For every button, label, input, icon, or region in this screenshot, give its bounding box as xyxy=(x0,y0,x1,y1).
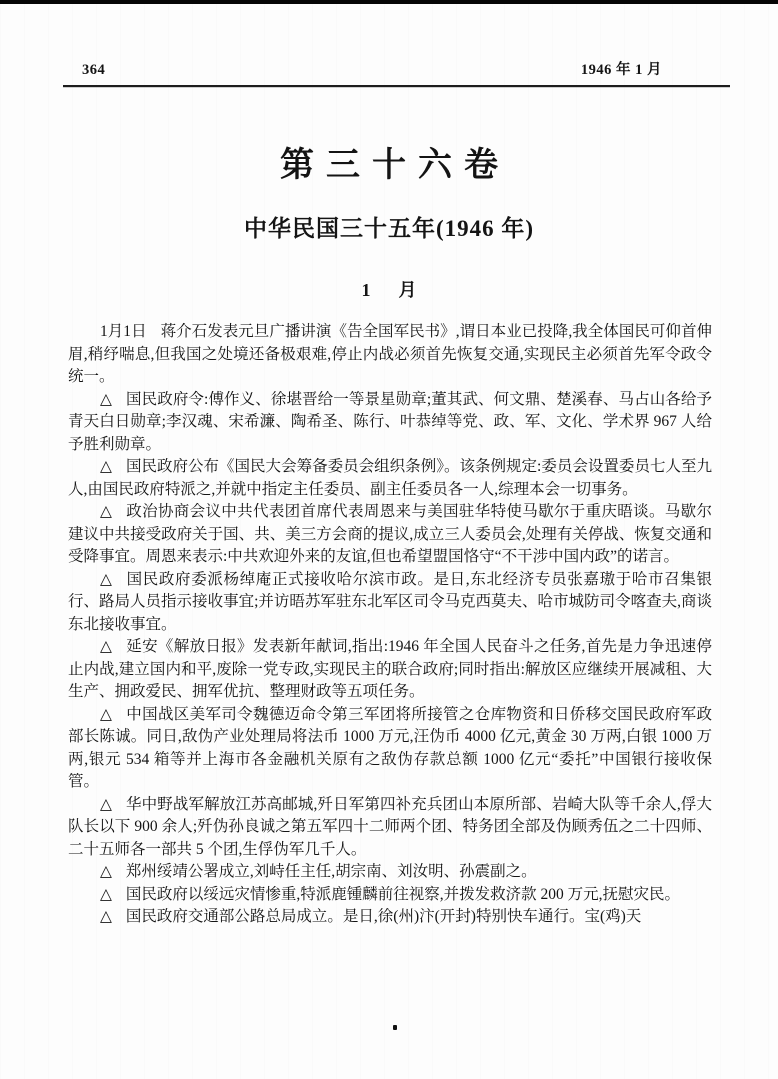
month-unit: 月 xyxy=(398,280,417,300)
chronicle-entry xyxy=(68,321,712,389)
entry-text: 延安《解放日报》发表新年献词,指出:1946 年全国人民奋斗之任务,首先是力争迅速停止内战,建立国内和平,废除一党专政,实现民主的联合政府;同时指出:解放区应继续开展减租、大生产、拥政爱民、拥军优抗、整理财政等五项任务。 xyxy=(68,638,712,700)
entry-text: 国民政府公布《国民大会筹备委员会组织条例》。该条例规定:委员会设置委员七人至九人,由国民政府特派之,并就中指定主任委员、副主任委员各一人,综理本会一切事务。 xyxy=(68,458,712,498)
chronicle-entry xyxy=(68,456,712,501)
chronicle-entry xyxy=(68,501,712,569)
running-head xyxy=(82,58,662,79)
entry-triangle-marker: △ xyxy=(100,863,112,880)
entry-text: 蒋介石发表元旦广播讲演《告全国军民书》,谓日本业已投降,我全体国民可仰首伸眉,稍纾喘息,但我国之处境还备极艰难,停止内战必须首先恢复交通,实现民主必须首先军令政令统一。 xyxy=(68,323,712,385)
entry-text: 华中野战军解放江苏高邮城,歼日军第四补充兵团山本原所部、岩崎大队等千余人,俘大队长以下 900 余人;歼伪孙良诚之第五军四十二师两个团、特务团全部及伪顾秀伍之二十四师、二十五师各一部共 5 个团,生俘伪军几千人。 xyxy=(68,795,712,858)
entry-text: 国民政府以绥远灾情惨重,特派鹿锺麟前往视察,并拨发救济款 200 万元,抚慰灾民。 xyxy=(125,885,681,903)
year-title: 中华民国三十五年(1946 年) xyxy=(243,216,535,241)
month-number: 1 xyxy=(361,280,371,300)
chronicle-entry xyxy=(68,636,712,704)
scan-edge-artifact xyxy=(0,0,778,4)
chronicle-entry xyxy=(68,861,712,884)
chronicle-body xyxy=(68,321,712,929)
month-heading xyxy=(0,281,778,299)
entry-date-marker: 1月1日 xyxy=(100,323,147,340)
header-rule xyxy=(63,85,730,87)
entry-text: 国民政府令:傅作义、徐堪晋给一等景星勋章;董其武、何文鼎、楚溪春、马占山各给予青天白日勋章;李汉魂、宋希濂、陶希圣、陈行、叶恭绰等党、政、军、文化、学术界 967 人给予胜利勋章。 xyxy=(68,390,712,453)
entry-triangle-marker: △ xyxy=(100,908,112,925)
chronicle-entry xyxy=(68,704,712,794)
running-head-date: 1946 年 1 月 xyxy=(580,62,662,78)
entry-text: 中国战区美军司令魏德迈命令第三军团将所接管之仓库物资和日侨移交国民政府军政部长陈诚。同日,敌伪产业处理局将法币 1000 万元,汪伪币 4000 亿元,黄金 30 万两,白银 1000 万两,银元 534 箱等并上海市各金融机关原有之敌伪存款总额 1000 亿元“委托”中国银行接收保管。 xyxy=(68,705,712,790)
entry-triangle-marker: △ xyxy=(100,638,113,655)
chronicle-entry xyxy=(68,794,712,862)
entry-triangle-marker: △ xyxy=(100,458,112,475)
entry-text: 郑州绥靖公署成立,刘峙任主任,胡宗南、刘汝明、孙震副之。 xyxy=(125,863,537,880)
entry-triangle-marker: △ xyxy=(100,795,113,813)
entry-triangle-marker: △ xyxy=(100,885,112,903)
chronicle-entry xyxy=(68,884,712,907)
scan-speck-artifact xyxy=(393,1025,397,1030)
entry-text: 政治协商会议中共代表团首席代表周恩来与美国驻华特使马歇尔于重庆晤谈。马歇尔建议中共接受政府关于国、共、美三方会商的提议,成立三人委员会,处理有关停战、恢复交通和受降事宜。周恩来表示:中共欢迎外来的友谊,但也希望盟国恪守“不干涉中国内政”的诺言。 xyxy=(68,503,712,565)
entry-triangle-marker: △ xyxy=(100,705,113,723)
chronicle-entry xyxy=(68,906,712,929)
chronicle-entry xyxy=(68,389,712,457)
page-number: 364 xyxy=(82,62,106,78)
entry-text: 国民政府交通部公路总局成立。是日,徐(州)汴(开封)特别快车通行。宝(鸡)天 xyxy=(125,908,642,925)
chronicle-entry xyxy=(68,569,712,637)
volume-title: 第三十六卷 xyxy=(280,147,510,184)
entry-triangle-marker: △ xyxy=(100,570,113,588)
entry-triangle-marker: △ xyxy=(100,390,113,408)
entry-text: 国民政府委派杨绰庵正式接收哈尔滨市政。是日,东北经济专员张嘉璈于哈市召集银行、路局人员指示接收事宜;并访晤苏军驻东北军区司令马克西莫夫、哈市城防司令喀查夫,商谈东北接收事宜。 xyxy=(68,570,712,633)
entry-triangle-marker: △ xyxy=(100,503,113,520)
